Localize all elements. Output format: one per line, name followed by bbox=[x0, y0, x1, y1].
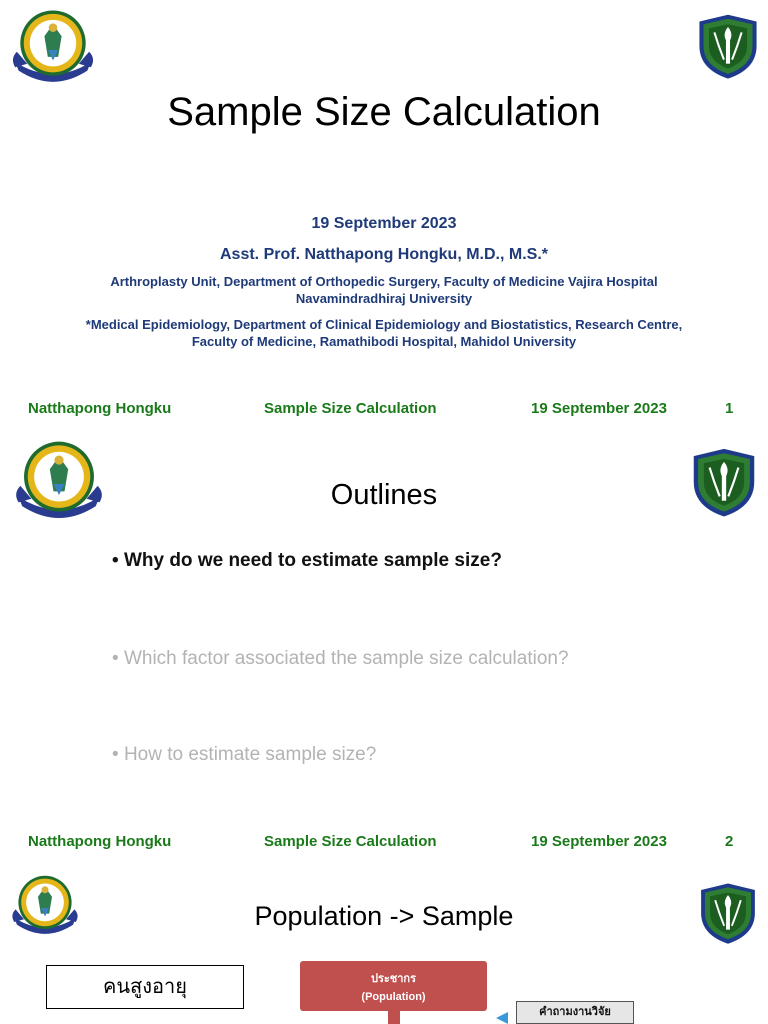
footer-date: 19 September 2023 bbox=[531, 400, 667, 417]
bullet-text: Which factor associated the sample size calculation? bbox=[123, 648, 569, 669]
arrow-icon bbox=[496, 1012, 508, 1024]
slide-title: Outlines bbox=[330, 479, 438, 511]
population-connector bbox=[388, 1011, 400, 1024]
footer-page-number: 2 bbox=[725, 833, 734, 850]
population-thai-label: ประชากร bbox=[370, 973, 416, 985]
outline-bullet-2: • Which factor associated the sample size calculation? bbox=[112, 648, 569, 669]
footer-page-number: 1 bbox=[725, 400, 734, 417]
population-english-label: (Population) bbox=[361, 991, 426, 1003]
affiliation-1-line-2: Navamindradhiraj University bbox=[295, 291, 473, 306]
author-name: Asst. Prof. Natthapong Hongku, M.D., M.S.* bbox=[220, 246, 548, 263]
footer-name: Natthapong Hongku bbox=[28, 833, 172, 850]
research-question-box: คำถามงานวิจัย bbox=[516, 1001, 634, 1024]
outline-bullet-3: • How to estimate sample size? bbox=[112, 744, 377, 765]
bullet-text: How to estimate sample size? bbox=[123, 744, 377, 765]
slide-title: Population -> Sample bbox=[254, 901, 514, 931]
footer-date: 19 September 2023 bbox=[531, 833, 667, 850]
footer-topic: Sample Size Calculation bbox=[264, 400, 437, 417]
bullet-text: Why do we need to estimate sample size? bbox=[123, 550, 502, 571]
outline-bullet-1: • Why do we need to estimate sample size? bbox=[112, 550, 502, 571]
slide-1 bbox=[0, 0, 768, 432]
slide-2 bbox=[0, 432, 768, 865]
slide-title: Sample Size Calculation bbox=[167, 90, 601, 134]
affiliation-1-line-1: Arthroplasty Unit, Department of Orthopedic Surgery, Faculty of Medicine Vajira Hospital bbox=[110, 274, 658, 289]
vajira-orthopaedics-shield-icon bbox=[694, 8, 762, 84]
footer-name: Natthapong Hongku bbox=[28, 400, 172, 417]
affiliation-2-line-2: Faculty of Medicine, Ramathibodi Hospital, Mahidol University bbox=[191, 334, 577, 349]
elderly-box: คนสูงอายุ bbox=[46, 965, 244, 1009]
affiliation-2-line-1: *Medical Epidemiology, Department of Clinical Epidemiology and Biostatistics, Research Centre, bbox=[85, 317, 683, 332]
footer-topic: Sample Size Calculation bbox=[264, 833, 437, 850]
population-box bbox=[300, 961, 487, 1011]
slide-date: 19 September 2023 bbox=[311, 215, 457, 232]
slide-3 bbox=[0, 865, 768, 1024]
vajira-hospital-logo-icon bbox=[10, 7, 96, 93]
